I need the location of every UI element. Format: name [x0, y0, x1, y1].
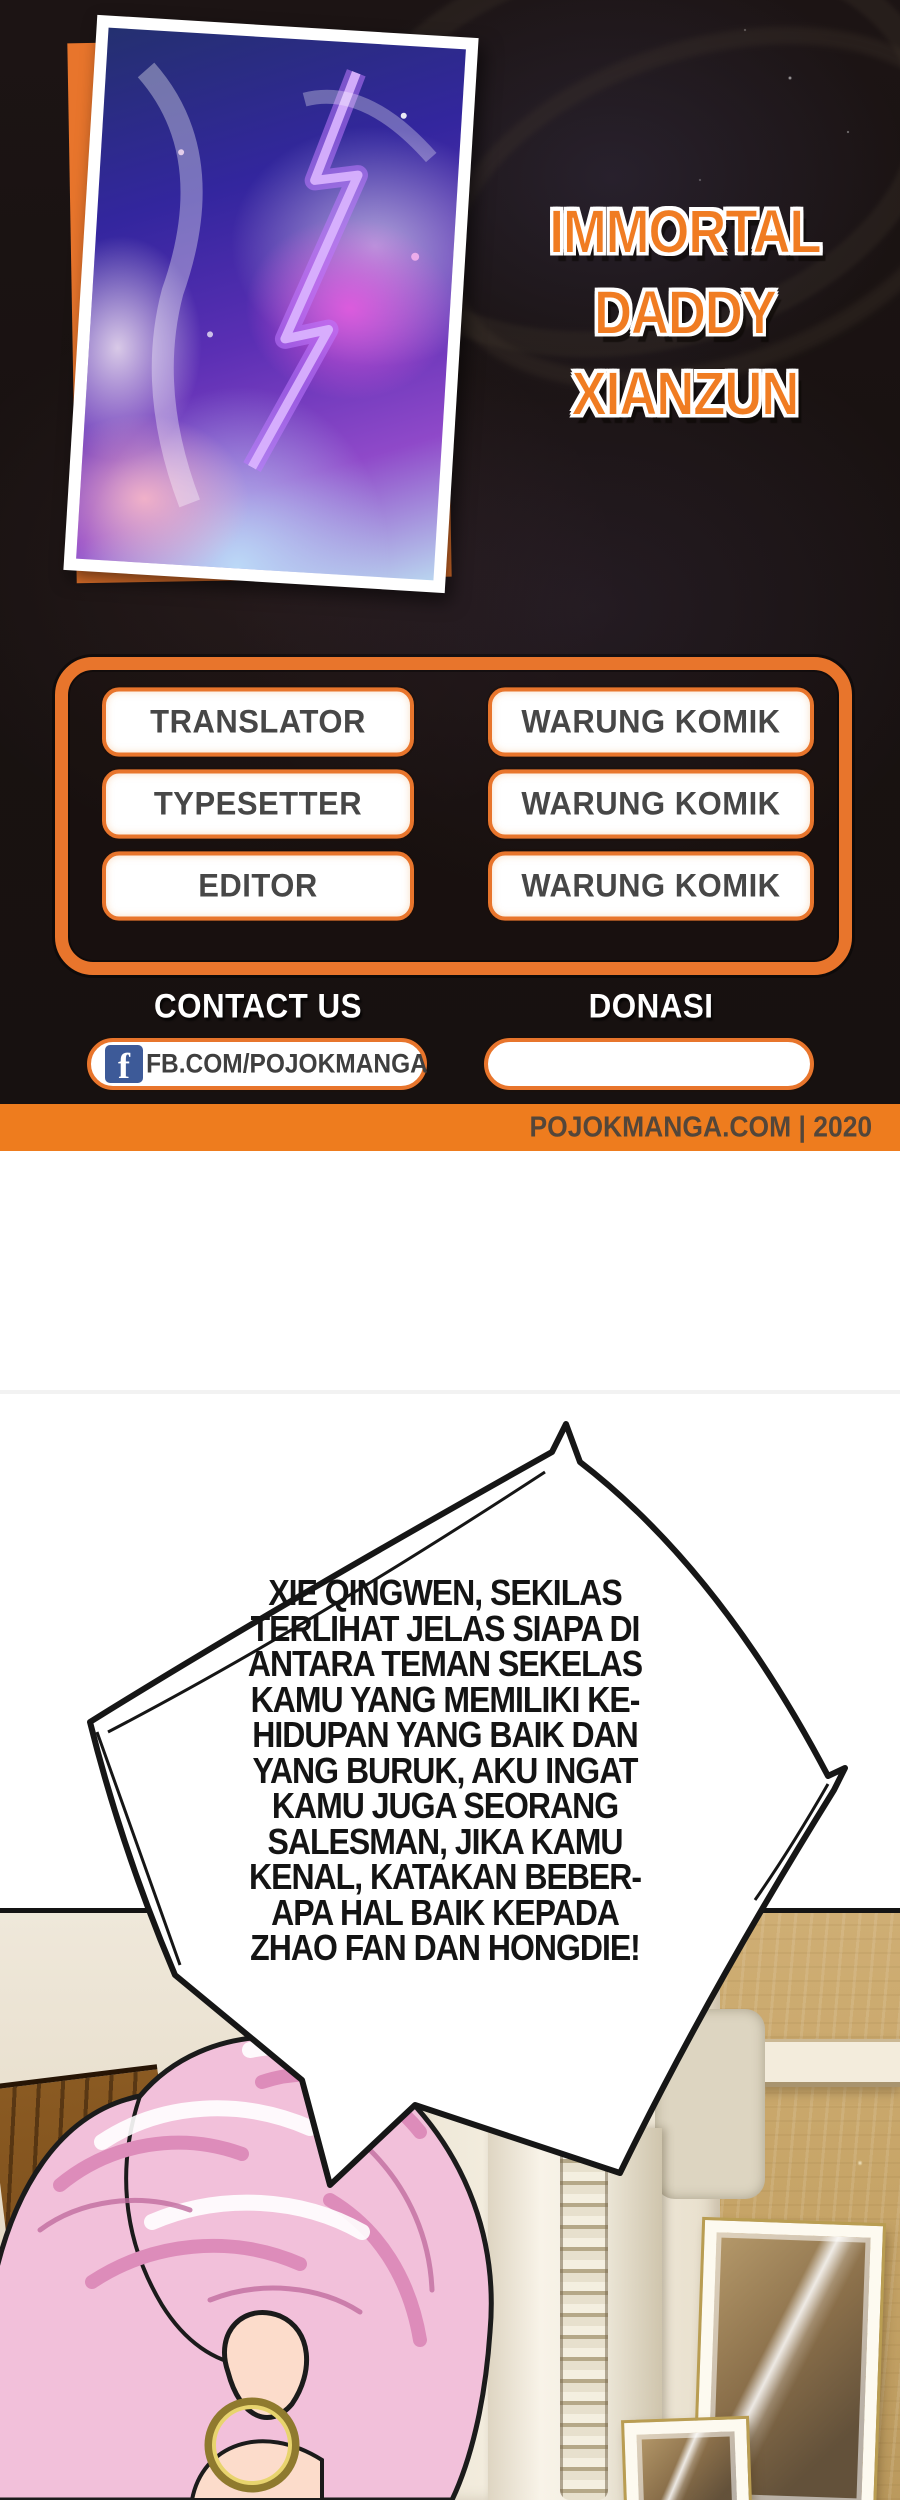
- facebook-url-text: FB.COM/POJOKMANGA: [146, 1048, 428, 1079]
- speech-line: KENAL, KATAKAN BEBER-: [248, 1856, 641, 1898]
- credit-name-typesetter: WARUNG KOMIK: [488, 769, 814, 838]
- contact-us-label: CONTACT US: [154, 986, 362, 1025]
- speech-line: APA HAL BAIK KEPADA: [271, 1892, 619, 1933]
- credit-role-translator: TRANSLATOR: [102, 687, 414, 756]
- site-credit-text: POJOKMANGA.COM | 2020: [529, 1111, 873, 1143]
- speech-line: HIDUPAN YANG BAIK DAN: [252, 1714, 638, 1756]
- facebook-link-pill[interactable]: [87, 1038, 427, 1090]
- page-title-line: XIANZUN: [571, 359, 799, 429]
- donate-pill[interactable]: [484, 1038, 814, 1090]
- speech-line: SALESMAN, JIKA KAMU: [267, 1821, 623, 1862]
- cover-art: [76, 28, 466, 581]
- footer-bar: [0, 1104, 900, 1151]
- speech-line: KAMU JUGA SEORANG: [271, 1785, 619, 1827]
- facebook-icon: f: [105, 1045, 143, 1083]
- donate-label: DONASI: [588, 986, 714, 1025]
- credit-name-editor: WARUNG KOMIK: [488, 851, 814, 920]
- speech-line: XIE QINGWEN, SEKILAS: [268, 1572, 622, 1614]
- speech-line: ZHAO FAN DAN HONGDIE!: [250, 1927, 640, 1969]
- speech-line: ANTARA TEMAN SEKELAS: [247, 1643, 643, 1685]
- credit-role-typesetter: TYPESETTER: [102, 769, 414, 838]
- speech-line: YANG BURUK, AKU INGAT: [252, 1750, 638, 1791]
- speech-line: KAMU YANG MEMILIKI KE-: [250, 1679, 640, 1720]
- speech-bubble-text: [115, 1572, 775, 1969]
- page-title-line: DADDY: [594, 278, 776, 348]
- lightning-art: [76, 28, 466, 581]
- page-title-line: IMMORTAL: [549, 197, 821, 267]
- speech-line: TERLIHAT JELAS SIAPA DI: [250, 1608, 640, 1649]
- page-title: [520, 192, 850, 435]
- credit-name-translator: WARUNG KOMIK: [488, 687, 814, 756]
- credit-role-editor: EDITOR: [102, 851, 414, 920]
- hero-section: [0, 0, 900, 1104]
- manga-cover: [63, 15, 478, 593]
